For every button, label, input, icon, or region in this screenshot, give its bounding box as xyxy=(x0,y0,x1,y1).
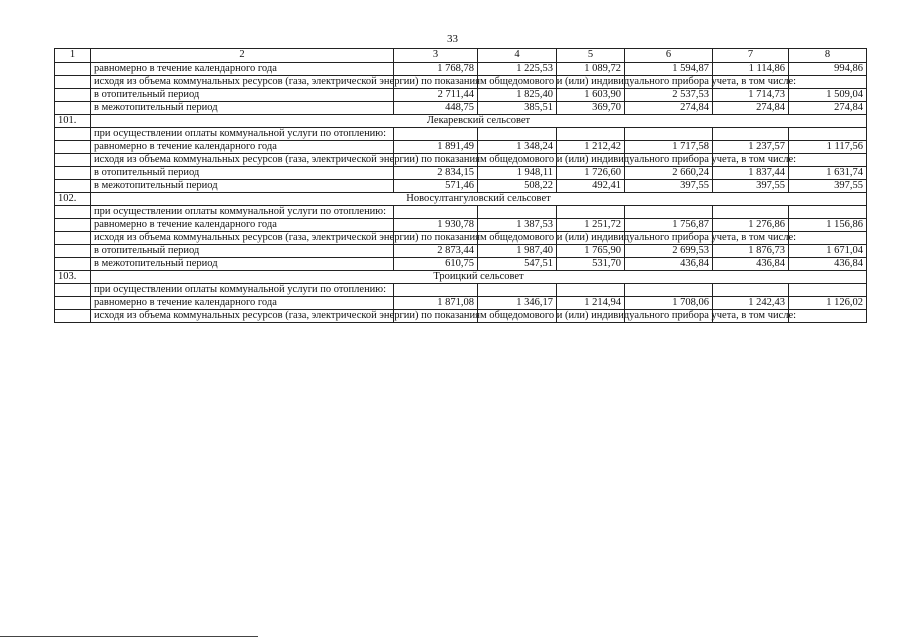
value-cell: 1 212,42 xyxy=(557,141,625,154)
empty-cell xyxy=(789,232,867,245)
value-cell: 1 948,11 xyxy=(478,167,557,180)
table-row xyxy=(55,167,867,180)
row-code xyxy=(55,154,91,167)
empty-cell xyxy=(394,128,478,141)
header-cell: 4 xyxy=(478,49,557,63)
empty-cell xyxy=(478,128,557,141)
header-cell: 1 xyxy=(55,49,91,63)
row-label: равномерно в течение календарного года xyxy=(91,297,394,310)
value-cell: 448,75 xyxy=(394,102,478,115)
value-cell: 1 708,06 xyxy=(625,297,713,310)
description-row xyxy=(55,232,867,245)
empty-cell xyxy=(625,128,713,141)
value-cell: 994,86 xyxy=(789,63,867,76)
value-cell: 547,51 xyxy=(478,258,557,271)
empty-cell xyxy=(713,128,789,141)
empty-cell xyxy=(394,284,478,297)
description-row xyxy=(55,310,867,323)
value-cell: 508,22 xyxy=(478,180,557,193)
value-cell: 397,55 xyxy=(789,180,867,193)
value-cell: 1 631,74 xyxy=(789,167,867,180)
description-row xyxy=(55,76,867,89)
value-cell: 1 089,72 xyxy=(557,63,625,76)
description-row xyxy=(55,284,867,297)
page-number: 33 xyxy=(447,33,458,45)
row-code xyxy=(55,245,91,258)
row-code xyxy=(55,167,91,180)
value-cell: 397,55 xyxy=(625,180,713,193)
row-label: равномерно в течение календарного года xyxy=(91,141,394,154)
table-row xyxy=(55,219,867,232)
empty-cell xyxy=(789,128,867,141)
description-row xyxy=(55,206,867,219)
value-cell: 274,84 xyxy=(789,102,867,115)
row-code xyxy=(55,63,91,76)
value-cell: 531,70 xyxy=(557,258,625,271)
value-cell: 1 237,57 xyxy=(713,141,789,154)
value-cell: 1 765,90 xyxy=(557,245,625,258)
empty-cell xyxy=(478,206,557,219)
value-cell: 1 871,08 xyxy=(394,297,478,310)
header-cell: 5 xyxy=(557,49,625,63)
value-cell: 1 242,43 xyxy=(713,297,789,310)
row-label: при осуществлении оплаты коммунальной услуги по отоплению: xyxy=(91,206,394,219)
row-label: исходя из объема коммунальных ресурсов (газа, электрической энергии) по показаниям общедомового и (или) индивидуального прибора учета, в том числе: xyxy=(91,310,394,323)
empty-cell xyxy=(713,284,789,297)
table-row xyxy=(55,245,867,258)
value-cell: 571,46 xyxy=(394,180,478,193)
value-cell: 1 756,87 xyxy=(625,219,713,232)
section-code: 101. xyxy=(55,115,91,128)
row-code xyxy=(55,141,91,154)
table-row xyxy=(55,141,867,154)
value-cell: 1 348,24 xyxy=(478,141,557,154)
value-cell: 274,84 xyxy=(713,102,789,115)
value-cell: 436,84 xyxy=(789,258,867,271)
value-cell: 1 251,72 xyxy=(557,219,625,232)
value-cell: 1 987,40 xyxy=(478,245,557,258)
row-label: в отопительный период xyxy=(91,167,394,180)
empty-cell xyxy=(789,310,867,323)
description-row xyxy=(55,154,867,167)
footer-divider xyxy=(0,636,258,637)
empty-cell xyxy=(625,284,713,297)
value-cell: 2 699,53 xyxy=(625,245,713,258)
row-label: в межотопительный период xyxy=(91,102,394,115)
value-cell: 1 594,87 xyxy=(625,63,713,76)
value-cell: 2 537,53 xyxy=(625,89,713,102)
empty-cell xyxy=(789,206,867,219)
row-code xyxy=(55,102,91,115)
section-name: Лекаревский сельсовет xyxy=(91,115,867,128)
header-cell: 8 xyxy=(789,49,867,63)
row-label: равномерно в течение календарного года xyxy=(91,63,394,76)
table-row xyxy=(55,63,867,76)
value-cell: 1 156,86 xyxy=(789,219,867,232)
table-row xyxy=(55,102,867,115)
row-code xyxy=(55,258,91,271)
value-cell: 1 126,02 xyxy=(789,297,867,310)
table-row xyxy=(55,297,867,310)
value-cell: 1 876,73 xyxy=(713,245,789,258)
row-label: исходя из объема коммунальных ресурсов (газа, электрической энергии) по показаниям общедомового и (или) индивидуального прибора учета, в том числе: xyxy=(91,76,394,89)
table-row xyxy=(55,89,867,102)
value-cell: 1 214,94 xyxy=(557,297,625,310)
value-cell: 1 837,44 xyxy=(713,167,789,180)
row-code xyxy=(55,128,91,141)
table-row xyxy=(55,258,867,271)
row-code xyxy=(55,232,91,245)
row-code xyxy=(55,76,91,89)
table-body xyxy=(55,49,867,323)
row-code xyxy=(55,180,91,193)
row-code xyxy=(55,206,91,219)
row-label: равномерно в течение календарного года xyxy=(91,219,394,232)
value-cell: 2 660,24 xyxy=(625,167,713,180)
value-cell: 1 825,40 xyxy=(478,89,557,102)
row-code xyxy=(55,297,91,310)
empty-cell xyxy=(789,154,867,167)
row-label: в отопительный период xyxy=(91,89,394,102)
row-label: в межотопительный период xyxy=(91,180,394,193)
description-row xyxy=(55,128,867,141)
section-code: 103. xyxy=(55,271,91,284)
value-cell: 369,70 xyxy=(557,102,625,115)
value-cell: 1 726,60 xyxy=(557,167,625,180)
empty-cell xyxy=(557,206,625,219)
value-cell: 1 603,90 xyxy=(557,89,625,102)
empty-cell xyxy=(478,284,557,297)
empty-cell xyxy=(557,284,625,297)
value-cell: 1 346,17 xyxy=(478,297,557,310)
row-code xyxy=(55,284,91,297)
value-cell: 1 768,78 xyxy=(394,63,478,76)
value-cell: 436,84 xyxy=(625,258,713,271)
row-label: при осуществлении оплаты коммунальной услуги по отоплению: xyxy=(91,284,394,297)
header-cell: 2 xyxy=(91,49,394,63)
header-cell: 6 xyxy=(625,49,713,63)
section-name: Троицкий сельсовет xyxy=(91,271,867,284)
value-cell: 1 114,86 xyxy=(713,63,789,76)
value-cell: 1 387,53 xyxy=(478,219,557,232)
value-cell: 1 509,04 xyxy=(789,89,867,102)
row-label: исходя из объема коммунальных ресурсов (газа, электрической энергии) по показаниям общедомового и (или) индивидуального прибора учета, в том числе: xyxy=(91,154,394,167)
row-code xyxy=(55,310,91,323)
value-cell: 1 717,58 xyxy=(625,141,713,154)
value-cell: 1 930,78 xyxy=(394,219,478,232)
empty-cell xyxy=(789,284,867,297)
value-cell: 397,55 xyxy=(713,180,789,193)
row-code xyxy=(55,89,91,102)
value-cell: 492,41 xyxy=(557,180,625,193)
value-cell: 1 117,56 xyxy=(789,141,867,154)
value-cell: 1 671,04 xyxy=(789,245,867,258)
tariff-table xyxy=(54,48,867,323)
row-label: при осуществлении оплаты коммунальной услуги по отоплению: xyxy=(91,128,394,141)
row-label: в межотопительный период xyxy=(91,258,394,271)
value-cell: 1 276,86 xyxy=(713,219,789,232)
value-cell: 385,51 xyxy=(478,102,557,115)
value-cell: 2 711,44 xyxy=(394,89,478,102)
empty-cell xyxy=(394,206,478,219)
section-row xyxy=(55,193,867,206)
empty-cell xyxy=(557,128,625,141)
value-cell: 1 225,53 xyxy=(478,63,557,76)
value-cell: 2 834,15 xyxy=(394,167,478,180)
row-code xyxy=(55,219,91,232)
empty-cell xyxy=(789,76,867,89)
section-code: 102. xyxy=(55,193,91,206)
header-row xyxy=(55,49,867,63)
value-cell: 436,84 xyxy=(713,258,789,271)
row-label: исходя из объема коммунальных ресурсов (газа, электрической энергии) по показаниям общедомового и (или) индивидуального прибора учета, в том числе: xyxy=(91,232,394,245)
header-cell: 3 xyxy=(394,49,478,63)
value-cell: 610,75 xyxy=(394,258,478,271)
section-row xyxy=(55,115,867,128)
value-cell: 1 891,49 xyxy=(394,141,478,154)
header-cell: 7 xyxy=(713,49,789,63)
row-label: в отопительный период xyxy=(91,245,394,258)
value-cell: 2 873,44 xyxy=(394,245,478,258)
empty-cell xyxy=(713,206,789,219)
section-name: Новосултангуловский сельсовет xyxy=(91,193,867,206)
value-cell: 1 714,73 xyxy=(713,89,789,102)
empty-cell xyxy=(625,206,713,219)
value-cell: 274,84 xyxy=(625,102,713,115)
table-row xyxy=(55,180,867,193)
section-row xyxy=(55,271,867,284)
